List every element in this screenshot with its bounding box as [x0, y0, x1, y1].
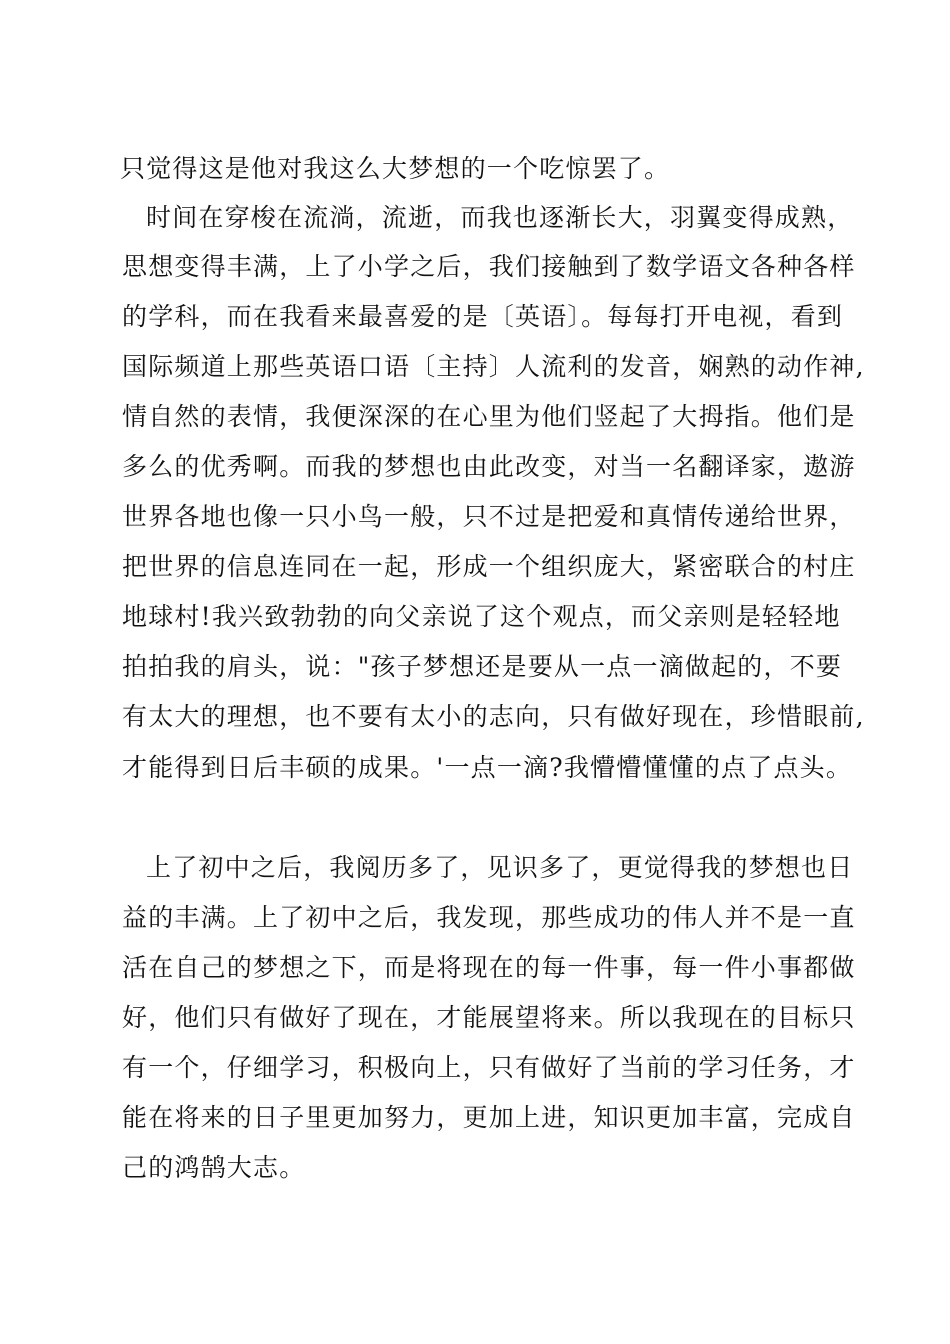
- paragraph-3-line-4: 好，他们只有做好了现在，才能展望将来。所以我现在的目标只: [122, 1003, 856, 1032]
- paragraph-2-line-10: 拍拍我的肩头，说："孩子梦想还是要从一点一滴做起的，不要: [122, 652, 843, 681]
- paragraph-3-line-1: 上了初中之后，我阅历多了，见识多了，更觉得我的梦想也日: [146, 853, 854, 882]
- paragraph-2-line-9: 地球村!我兴致勃勃的向父亲说了这个观点，而父亲则是轻轻地: [122, 602, 841, 631]
- paragraph-2-line-12: 才能得到日后丰硕的成果。'一点一滴?我懵懵懂懂的点了点头。: [122, 753, 853, 782]
- paragraph-3-line-7: 己的鸿鹄大志。: [122, 1153, 306, 1182]
- paragraph-3-line-3: 活在自己的梦想之下，而是将现在的每一件事，每一件小事都做: [122, 953, 856, 982]
- paragraph-2-line-6: 多么的优秀啊。而我的梦想也由此改变，对当一名翻译家，遨游: [122, 452, 856, 481]
- paragraph-3-line-5: 有一个，仔细学习，积极向上，只有做好了当前的学习任务，才: [122, 1053, 856, 1082]
- paragraph-3-line-6: 能在将来的日子里更加努力，更加上进，知识更加丰富，完成自: [122, 1103, 856, 1132]
- paragraph-2-line-7: 世界各地也像一只小鸟一般，只不过是把爱和真情传递给世界，: [122, 502, 856, 531]
- paragraph-2-line-11: 有太大的理想，也不要有太小的志向，只有做好现在，珍惜眼前,: [122, 702, 865, 731]
- paragraph-2-line-2: 思想变得丰满，上了小学之后，我们接触到了数学语文各种各样: [122, 252, 856, 281]
- paragraph-2-line-4: 国际频道上那些英语口语〔主持〕人流利的发音，娴熟的动作神,: [122, 352, 865, 381]
- paragraph-2-line-8: 把世界的信息连同在一起，形成一个组织庞大，紧密联合的村庄: [122, 552, 856, 581]
- paragraph-1-line-1: 只觉得这是他对我这么大梦想的一个吃惊罢了。: [120, 154, 671, 183]
- paragraph-2-line-1: 时间在穿梭在流淌，流逝，而我也逐渐长大，羽翼变得成熟，: [146, 203, 854, 232]
- paragraph-2-line-3: 的学科，而在我看来最喜爱的是〔英语〕。每每打开电视，看到: [122, 302, 844, 331]
- paragraph-3-line-2: 益的丰满。上了初中之后，我发现，那些成功的伟人并不是一直: [122, 903, 856, 932]
- paragraph-2-line-5: 情自然的表情，我便深深的在心里为他们竖起了大拇指。他们是: [122, 402, 856, 431]
